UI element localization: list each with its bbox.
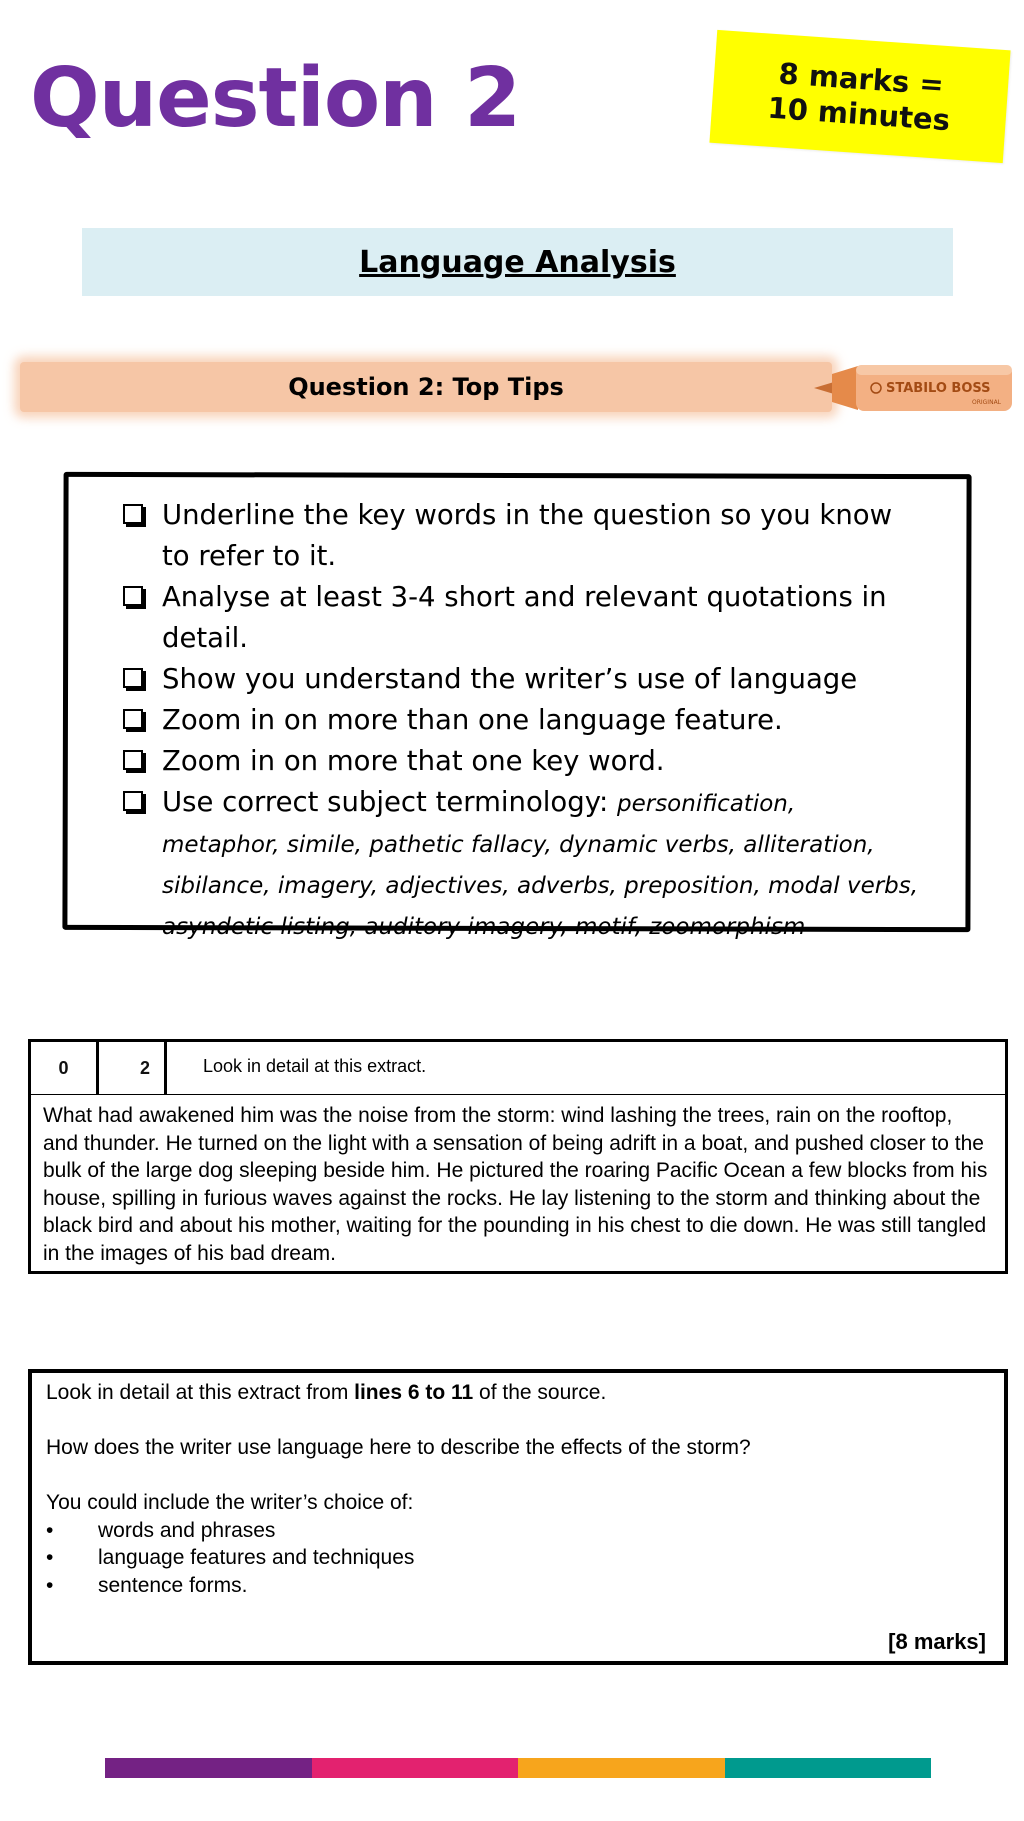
tip-item bbox=[120, 659, 920, 700]
marks-sticky-note bbox=[709, 30, 1010, 163]
bullet-item: • language features and techniques bbox=[46, 1544, 990, 1572]
top-tips-label: Question 2: Top Tips bbox=[288, 373, 564, 401]
checkbox-icon bbox=[123, 791, 143, 811]
marks-label: [8 marks] bbox=[888, 1628, 986, 1654]
stripe-segment bbox=[725, 1758, 932, 1778]
stripe-segment bbox=[518, 1758, 725, 1778]
extract-box bbox=[28, 1039, 1008, 1274]
extract-header: Look in detail at this extract. bbox=[203, 1056, 427, 1076]
tips-list bbox=[120, 495, 920, 946]
tip-item bbox=[120, 741, 920, 782]
question-lines: lines 6 to 11 bbox=[354, 1381, 474, 1404]
top-tips-highlight-bar bbox=[20, 362, 832, 412]
highlighter-pen-icon bbox=[812, 358, 1016, 418]
tip-text: Show you understand the writer’s use of language bbox=[162, 663, 858, 695]
section-heading: Language Analysis bbox=[359, 244, 676, 280]
question-intro bbox=[46, 1379, 990, 1407]
question-prompt: How does the writer use language here to describe the effects of the storm? bbox=[46, 1436, 751, 1459]
bullet-item: • sentence forms. bbox=[46, 1572, 990, 1600]
sticky-line-1: 8 marks = bbox=[777, 56, 945, 102]
highlighter-sub: ORIGINAL bbox=[972, 399, 1002, 406]
include-bullets bbox=[46, 1517, 990, 1600]
checkbox-icon bbox=[123, 668, 143, 688]
question-number-digit-1: 0 bbox=[31, 1042, 99, 1094]
tip-text: Analyse at least 3-4 short and relevant quotations in detail. bbox=[162, 581, 887, 654]
question-box bbox=[28, 1369, 1008, 1665]
question-number-digit-2: 2 bbox=[99, 1042, 167, 1094]
tip-text: Zoom in on more that one key word. bbox=[162, 745, 665, 777]
checkbox-icon bbox=[123, 504, 143, 524]
terminology-intro: Use correct subject terminology: bbox=[162, 786, 609, 818]
extract-text: What had awakened him was the noise from the storm: wind lashing the trees, rain on the rooftop, and thunder. He turned on the light with a sensation of being adrift in a boat, and pushed closer to the bulk of the large dog sleeping beside him. He pictured the roaring Pacific Ocean a few blocks from his house, spilling in furious waves against the rocks. He lay listening to the storm and thinking about the black bird and about his mother, waiting for the pounding in his chest to die down. He was still tangled in the images of his bad dream. bbox=[43, 1104, 988, 1265]
section-heading-box bbox=[82, 228, 953, 296]
extract-divider bbox=[31, 1094, 1005, 1095]
footer-color-stripe bbox=[105, 1758, 931, 1778]
question-intro-post: of the source. bbox=[473, 1381, 607, 1404]
tip-text: Zoom in on more than one language feature. bbox=[162, 704, 783, 736]
page-title: Question 2 bbox=[30, 51, 521, 146]
terminology-terms: personification, metaphor, simile, pathetic fallacy, dynamic verbs, alliteration, sibilance, imagery, adjectives, adverbs, preposition, modal verbs, asyndetic listing, auditory imagery, motif, zoomorphism bbox=[162, 791, 919, 940]
checkbox-icon bbox=[123, 750, 143, 770]
tip-text: Underline the key words in the question so you know to refer to it. bbox=[162, 499, 893, 572]
bullet-item: • words and phrases bbox=[46, 1517, 990, 1545]
checkbox-icon bbox=[123, 709, 143, 729]
sticky-line-2: 10 minutes bbox=[766, 90, 952, 137]
tip-item bbox=[120, 700, 920, 741]
checkbox-icon bbox=[123, 586, 143, 606]
stripe-segment bbox=[312, 1758, 519, 1778]
tip-item bbox=[120, 577, 920, 659]
tip-item-terminology bbox=[120, 782, 920, 946]
stripe-segment bbox=[105, 1758, 312, 1778]
include-intro: You could include the writer’s choice of: bbox=[46, 1491, 414, 1514]
question-intro-pre: Look in detail at this extract from bbox=[46, 1381, 355, 1404]
tip-item bbox=[120, 495, 920, 577]
highlighter-brand: STABILO BOSS bbox=[886, 381, 991, 396]
